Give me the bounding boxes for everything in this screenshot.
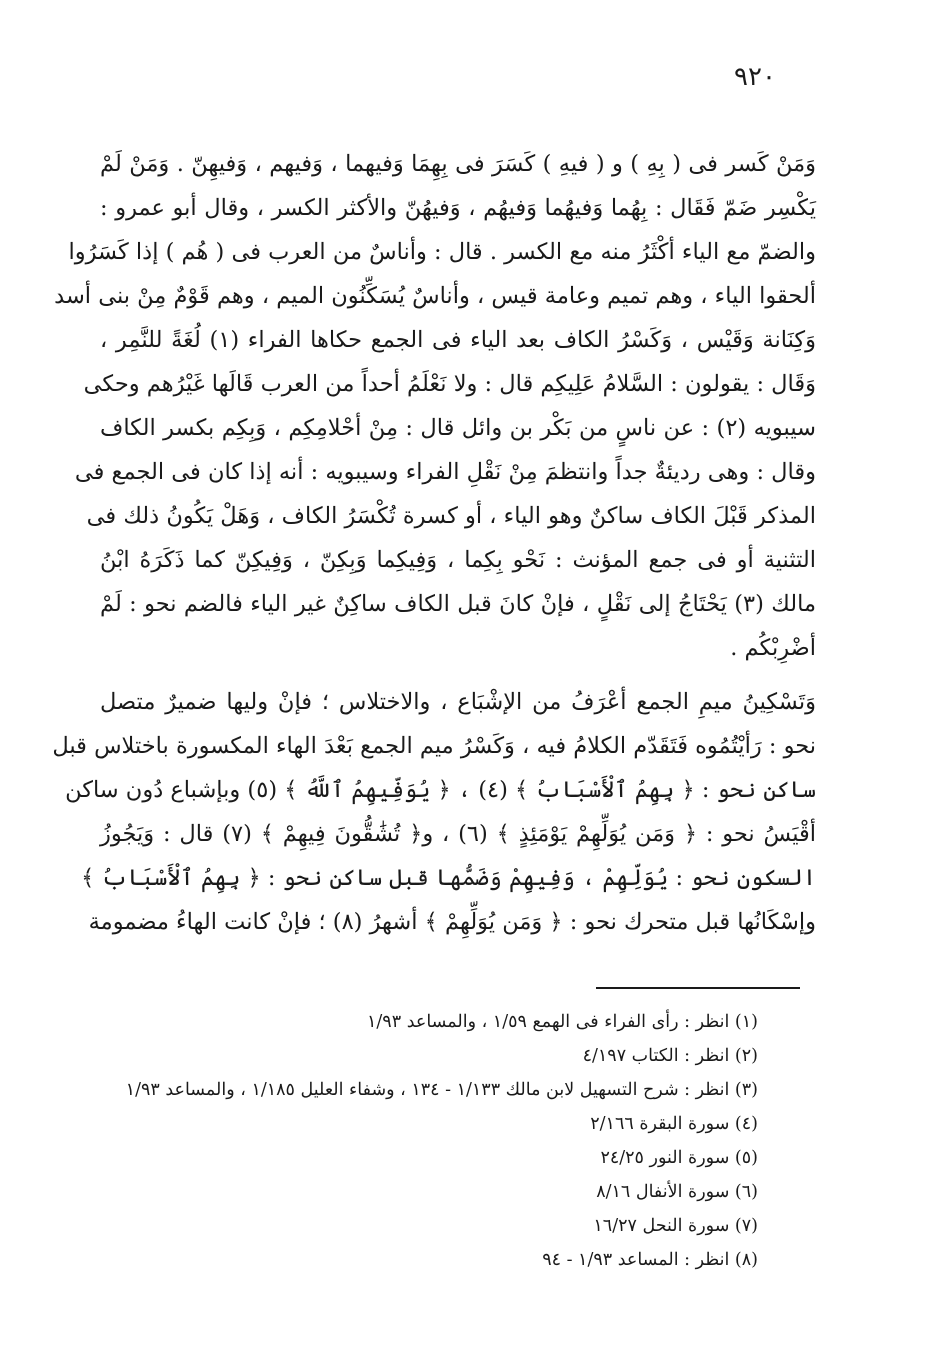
page-number: ٩٢٠	[734, 62, 776, 92]
text-line: وإسْكَانُها قبل متحرك نحو : ﴿ وَمَن يُوَلِّهِمْ ﴾ أشهرُ (٨) ؛ فإنْ كانت الهاءُ مضمومة	[88, 909, 816, 935]
text-line: مالك (٣) يَحْتَاجُ إلى نَقْلٍ ، فإنْ كانَ قبل الكاف ساكِنٌ غير الياء فالضم نحو : لَمْ	[100, 591, 817, 617]
footnote: (٧) سورة النحل ١٦/٢٧	[593, 1216, 758, 1236]
text-line: سيبويه (٢) : عن ناسٍ من بَكْر بن وائل قال : مِنْ أحْلامِكِم ، وَبِكِم بكسر الكاف	[100, 415, 816, 441]
text-line: المذكر قَبْلَ الكاف ساكنٌ وهو الياء ، أو كسرة تُكْسَرُ الكاف ، وَهَلْ يَكُونُ ذلك فى	[86, 503, 816, 529]
footnote: (١) انظر : رأى الفراء فى الهمع ١/٥٩ ، والمساعد ١/٩٣	[367, 1012, 758, 1032]
text-line: التثنية أو فى جمع المؤنث : نَحْو بِكِما ، وَفِيكِما وَبِكِنّ ، وَفِيكِنّ كما ذَكَرَهُ ابْنُ	[100, 547, 816, 573]
text-line: ألحقوا الياء ، وهم تميم وعامة قيس ، وأناسٌ يُسَكِّنُون الميم ، وهم قَوْمٌ مِنْ بنى أسد	[54, 283, 816, 309]
text-line: يَكْسِر ضَمّ فَقَال : بِهُما وَفيهُما وَفيهُم ، وَفيهُنّ والأكثر الكسر ، وقال أبو عمرو :	[100, 195, 816, 221]
text-line: وَكِنَانة وَقَيْس ، وَكَسْرُ الكاف بعد الياء فى الجمع حكاها الفراء (١) لُغَةً للنَّمِر ،	[100, 327, 816, 353]
text-line: والضمّ مع الياء أكْثَرُ منه مع الكسر . قال : وأناسٌ من العرب فى ( هُم ) إذا كَسَرُوا	[68, 239, 816, 265]
footnotes	[90, 1005, 758, 1277]
paragraph-break	[100, 670, 816, 680]
footnote: (٣) انظر : شرح التسهيل لابن مالك ١/١٣٣ - ١٣٤ ، وشفاء العليل ١/١٨٥ ، والمساعد ١/٩٣	[125, 1080, 758, 1100]
footnote: (٥) سورة النور ٢٤/٢٥	[600, 1148, 758, 1168]
text-line: وَقَال : يقولون : السَّلامُ عَلِيكِم قال : ولا نَعْلَمُ أحداً من العرب قَالَها غَيْرُهم وحكى	[83, 371, 816, 397]
footnote-separator	[596, 987, 800, 989]
text-line: وَمَنْ كَسر فى ( بِهِ ) و ( فيهِ ) كَسَرَ فى بِهِمَا وَفيهما ، وَفيهم ، وَفيهِنّ . وَمَنْ لَمْ	[100, 151, 816, 177]
text-line: نحو : رَأيْتُمُوه فَتَقَدّم الكلامُ فيه ، وَكَسْرُ ميم الجمع بَعْدَ الهاء المكسورة باختلاس قبل	[52, 733, 816, 759]
footnote: (٤) سورة البقرة ٢/١٦٦	[590, 1114, 758, 1134]
text-line: أقْيَسُ نحو : ﴿ وَمَن يُوَلِّهِمْ يَوْمَئِذٍ ﴾ (٦) ، و﴿ تُشَٰقُّونَ فِيهِمْ ﴾ (٧) قال : وَيَجُوزُ	[100, 821, 817, 847]
footnote: (٨) انظر : المساعد ١/٩٣ - ٩٤	[542, 1250, 758, 1270]
footnote: (٢) انظر : الكتاب ٤/١٩٧	[582, 1046, 758, 1066]
text-line: وقال : وهى رديئةٌ جداً وانتظمَ مِنْ نَقْلِ الفراء وسيبويه : أنه إذا كان فى الجمع فى	[74, 459, 816, 485]
text-line: ساكن نحو : ﴿ بِهِمُ ٱلْأَسْبَابُ ﴾ (٤) ، ﴿ يُوَفِّيهِمُ ٱللَّهُ ﴾ (٥) وبإشباع دُون ساكن	[65, 777, 816, 803]
text-line: أضْرِبْكُم .	[730, 635, 816, 661]
text-line: وَتَسْكِينُ ميمِ الجمع أعْرَفُ من الإشْبَاع ، والاختلاس ؛ فإنْ وليها ضميرٌ متصل	[100, 689, 816, 715]
body-text	[52, 142, 817, 944]
text-line: السكون نحو : يُوَلِّهِمْ ، وَفِيهِمْ وَضَمُّها قبل ساكن نحو : ﴿ بِهِمُ ٱلْأَسْبَابُ ﴾	[81, 865, 816, 891]
footnote: (٦) سورة الأنفال ٨/١٦	[596, 1182, 758, 1202]
